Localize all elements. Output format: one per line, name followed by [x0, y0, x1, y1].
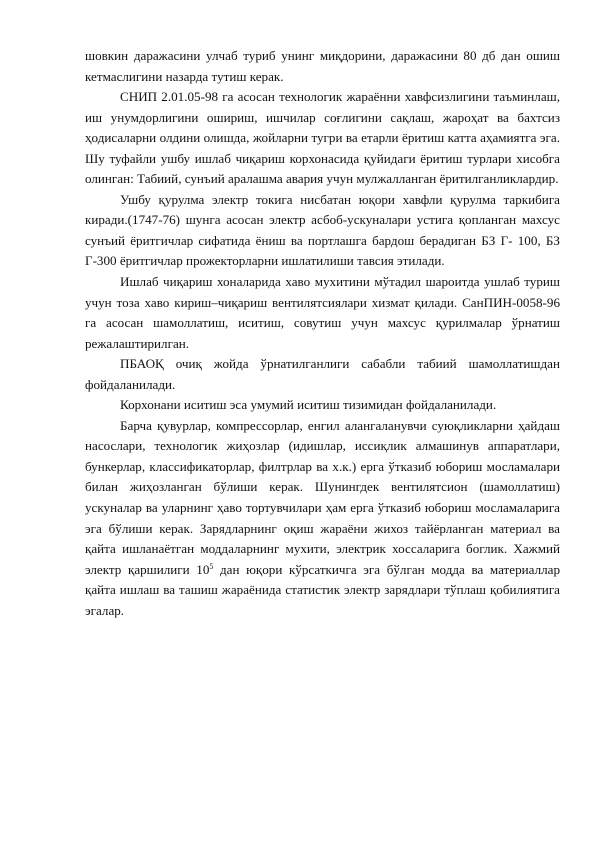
paragraph-lighting-fixtures: Ушбу қурулма электр токига нисбатан юқори хавфли қурулма таркибига киради.(1747-76) шунга асосан электр асбоб-ускуналари устига қопланган махсус сунъий ёритгичлар сифатида ёниш ва портлашга бардош берадиган БЗ Г- 100, БЗ Г-300 ёритгичлар прожекторларни ишлатилиши тавсия этилади.	[85, 191, 560, 269]
document-body	[85, 46, 560, 621]
grounding-text-after: дан юқори кўрсаткичга эга бўлган модда ва материаллар қайта ишлаш ва ташиш жараёнида статистик электр зарядлари тўплаш қобилиятига эгалар.	[85, 561, 560, 618]
paragraph-lighting-requirements: СНИП 2.01.05-98 га асосан технологик жараённи хавфсизлигини таъминлаш, иш унумдорлигини ошириш, ишчилар соғлигини сақлаш, жароҳат ва бахтсиз ҳодисаларни олдини олишда, жойларни тугри ва етарли ёритиш катта аҳамиятга эга. Шу туфайли ушбу ишлаб чиқариш корхонасида қуйидаги ёритиш турлари хисобга олинган: Табиий, сунъий аралашма авария учун мулжалланган ёритилганликлардир.	[85, 89, 560, 187]
paragraph-grounding-static	[85, 416, 560, 621]
resistance-exponent: 5	[209, 561, 214, 571]
grounding-text-before: Барча қувурлар, компрессорлар, енгил алангаланувчи суюқликларни ҳайдаш насослари, технологик жиҳозлар (идишлар, иссиқлик алмашинув аппаратлари, бункерлар, классификаторлар, филтрлар ва х.к.) ерга ўтказиб юбориш мосламалари билан жиҳозланган бўлиши керак. Шунингдек вентилятсион (шамоллатиш) ускуналар ва уларнинг ҳаво тортувчилари ҳам ерга ўтказиб юбориш мосламаларига эга бўлиши керак. Зарядларнинг оқиш жараёни жихоз тайёрланган материал ва қайта ишланаётган моддаларнинг мухити, электрик хоссаларига боглик. Хажмий электр қаршилиги 10	[85, 417, 560, 577]
paragraph-ventilation: Ишлаб чиқариш хоналарида хаво мухитини мўтадил шароитда ушлаб туриш учун тоза хаво кириш–чиқариш вентилятсиялари хизмат қилади. СанПИН-0058-96 га асосан шамоллатиш, иситиш, совутиш учун махсус қурилмалар ўрнатиш режалаштирилган.	[85, 274, 560, 351]
paragraph-heating: Корхонани иситиш эса умумий иситиш тизимидан фойдаланилади.	[120, 397, 497, 413]
paragraph-noise-level: шовкин даражасини улчаб туриб унинг миқдорини, даражасини 80 дб дан ошиш кетмаслигини назарда тутиш керак.	[85, 48, 560, 84]
paragraph-natural-ventilation: ПБАОҚ очиқ жойда ўрнатилганлиги сабабли табиий шамоллатишдан фойдаланилади.	[85, 356, 560, 392]
